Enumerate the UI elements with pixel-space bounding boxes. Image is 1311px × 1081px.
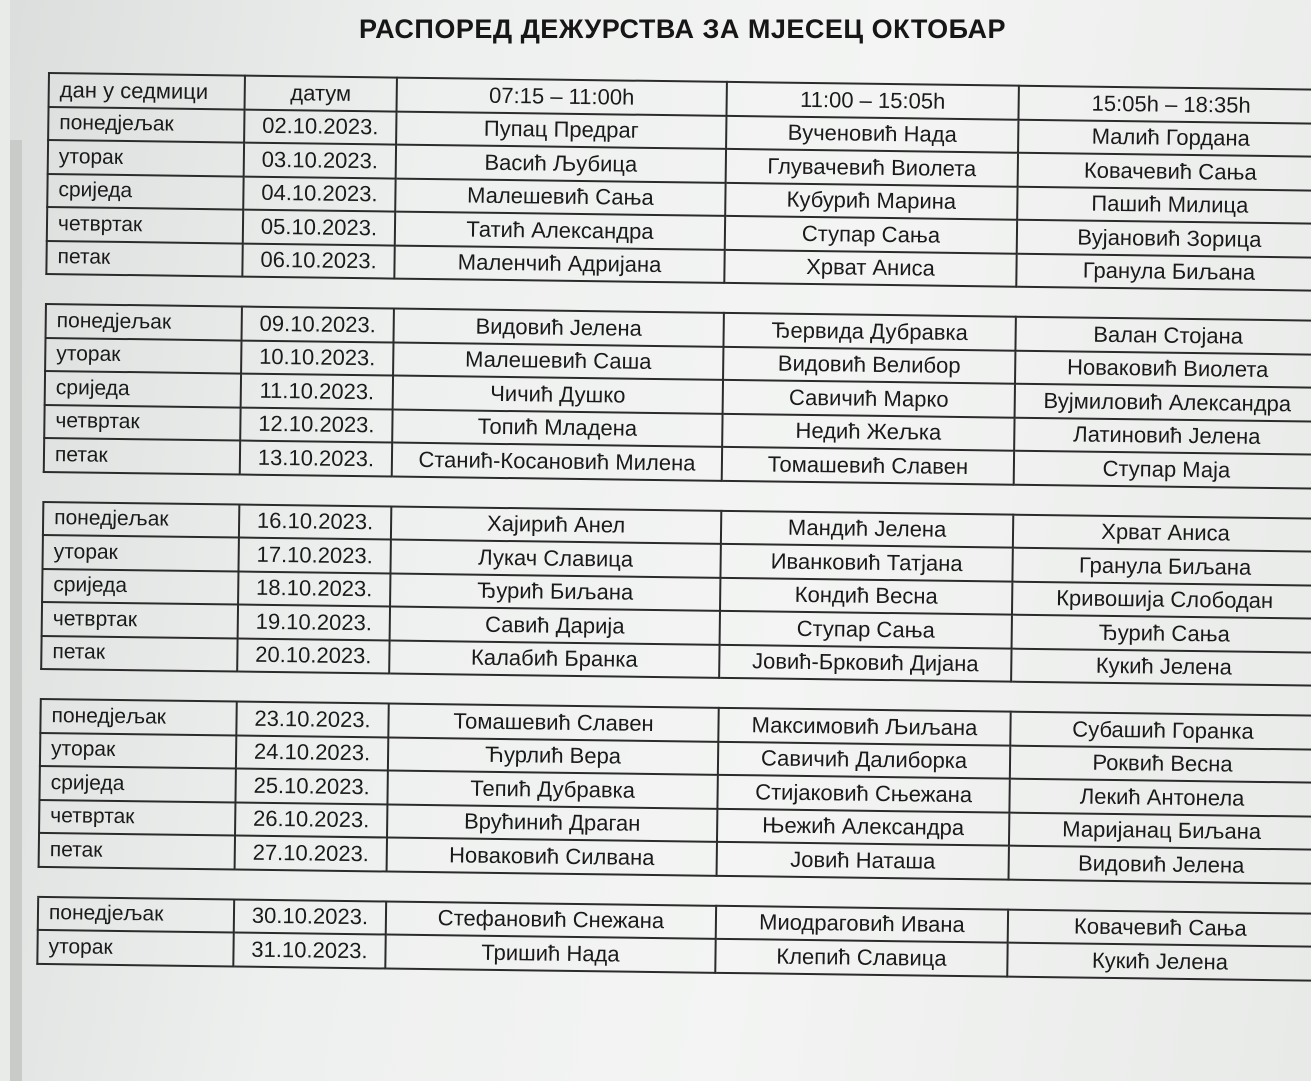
date-cell: 18.10.2023. bbox=[238, 571, 390, 606]
shift-2-cell: Ђервида Дубравка bbox=[723, 313, 1015, 350]
date-cell: 26.10.2023. bbox=[235, 802, 387, 837]
duty-schedule-table bbox=[36, 72, 1311, 981]
shift-2-cell: Јовић-Брковић Дијана bbox=[719, 644, 1011, 681]
day-cell: петак bbox=[46, 240, 242, 276]
shift-2-cell: Јовић Наташа bbox=[717, 842, 1009, 879]
schedule-sheet bbox=[36, 72, 1311, 981]
day-cell: четвртак bbox=[44, 404, 240, 440]
shift-2-cell: Хрват Аниса bbox=[724, 249, 1016, 286]
date-cell: 23.10.2023. bbox=[236, 702, 388, 737]
shift-2-cell: Кондић Весна bbox=[720, 577, 1012, 614]
header-shift-1: 07:15 – 11:00h bbox=[397, 78, 727, 116]
shift-1-cell: Хајирић Анел bbox=[391, 506, 721, 544]
shift-1-cell: Тепић Дубравка bbox=[387, 771, 717, 809]
shift-1-cell: Васић Љубица bbox=[396, 145, 726, 183]
shift-1-cell: Пупац Предраг bbox=[396, 111, 726, 149]
header-shift-2: 11:00 – 15:05h bbox=[726, 82, 1018, 119]
day-cell: четвртак bbox=[42, 602, 238, 638]
shift-2-cell: Савичић Далиборка bbox=[718, 741, 1010, 778]
date-cell: 20.10.2023. bbox=[237, 638, 389, 673]
day-cell: уторак bbox=[37, 930, 233, 966]
day-cell: сриједа bbox=[42, 568, 238, 604]
shift-2-cell: Видовић Велибор bbox=[723, 346, 1015, 383]
shift-1-cell: Станић-Косановић Милена bbox=[392, 443, 722, 481]
shift-1-cell: Малешевић Сања bbox=[395, 178, 725, 216]
shift-2-cell: Максимовић Љиљана bbox=[718, 708, 1010, 745]
shift-2-cell: Иванковић Татјана bbox=[720, 544, 1012, 581]
shift-3-cell: Новаковић Виолета bbox=[1015, 350, 1311, 387]
day-cell: понедјељак bbox=[40, 699, 236, 735]
date-cell: 16.10.2023. bbox=[239, 504, 391, 539]
day-cell: петак bbox=[44, 438, 240, 474]
date-cell: 19.10.2023. bbox=[238, 605, 390, 640]
header-date: датум bbox=[245, 76, 397, 111]
shift-1-cell: Лукач Славица bbox=[390, 540, 720, 578]
shift-1-cell: Калабић Бранка bbox=[389, 640, 719, 678]
date-cell: 09.10.2023. bbox=[242, 307, 394, 342]
shift-1-cell: Тришић Нада bbox=[385, 934, 715, 972]
shift-3-cell: Валан Стојана bbox=[1015, 317, 1311, 354]
shift-1-cell: Маленчић Адријана bbox=[394, 245, 724, 283]
date-cell: 02.10.2023. bbox=[244, 109, 396, 144]
shift-1-cell: Топић Младена bbox=[392, 409, 722, 447]
shift-2-cell: Мандић Јелена bbox=[721, 510, 1013, 547]
shift-3-cell: Кукић Јелена bbox=[1011, 648, 1311, 685]
shift-3-cell: Латиновић Јелена bbox=[1014, 417, 1311, 454]
shift-3-cell: Субашић Горанка bbox=[1010, 712, 1311, 749]
date-cell: 24.10.2023. bbox=[236, 735, 388, 770]
date-cell: 30.10.2023. bbox=[234, 899, 386, 934]
header-day: дан у седмици bbox=[49, 73, 245, 109]
shift-3-cell: Кукић Јелена bbox=[1007, 943, 1311, 980]
day-cell: уторак bbox=[43, 535, 239, 571]
shift-2-cell: Стијаковић Сњежана bbox=[717, 775, 1009, 812]
day-cell: четвртак bbox=[39, 799, 235, 835]
day-cell: понедјељак bbox=[43, 501, 239, 537]
shift-3-cell: Ступар Маја bbox=[1014, 451, 1311, 488]
shift-1-cell: Чичић Душко bbox=[393, 376, 723, 414]
date-cell: 11.10.2023. bbox=[241, 374, 393, 409]
shift-3-cell: Хрват Аниса bbox=[1013, 514, 1311, 551]
day-cell: сриједа bbox=[45, 371, 241, 407]
day-cell: сриједа bbox=[39, 766, 235, 802]
shift-3-cell: Роквић Весна bbox=[1010, 745, 1311, 782]
day-cell: четвртак bbox=[47, 207, 243, 243]
shift-3-cell: Лекић Антонела bbox=[1009, 779, 1311, 816]
schedule-body bbox=[37, 73, 1311, 980]
shift-2-cell: Кубурић Марина bbox=[725, 182, 1017, 219]
shift-1-cell: Видовић Јелена bbox=[393, 309, 723, 347]
shift-3-cell: Гранула Биљана bbox=[1016, 253, 1311, 290]
shift-3-cell: Малић Гордана bbox=[1018, 119, 1311, 156]
shift-3-cell: Маријанац Биљана bbox=[1009, 812, 1311, 849]
shift-3-cell: Ђурић Сања bbox=[1012, 615, 1311, 652]
shift-2-cell: Томашевић Славен bbox=[722, 447, 1014, 484]
date-cell: 27.10.2023. bbox=[235, 836, 387, 871]
date-cell: 12.10.2023. bbox=[240, 407, 392, 442]
shift-2-cell: Миодраговић Ивана bbox=[716, 905, 1008, 942]
day-cell: петак bbox=[39, 833, 235, 869]
shift-1-cell: Томашевић Славен bbox=[388, 704, 718, 742]
day-cell: понедјељак bbox=[48, 107, 244, 143]
shift-2-cell: Ступар Сања bbox=[725, 216, 1017, 253]
shift-3-cell: Гранула Биљана bbox=[1012, 548, 1311, 585]
shift-2-cell: Њежић Александра bbox=[717, 808, 1009, 845]
shift-2-cell: Недић Жељка bbox=[722, 413, 1014, 450]
day-cell: уторак bbox=[48, 140, 244, 176]
shift-3-cell: Ковачевић Сања bbox=[1018, 153, 1311, 190]
shift-3-cell: Видовић Јелена bbox=[1009, 846, 1311, 883]
date-cell: 05.10.2023. bbox=[243, 210, 395, 245]
shift-3-cell: Кривошија Слободан bbox=[1012, 581, 1311, 618]
day-cell: понедјељак bbox=[38, 896, 234, 932]
date-cell: 13.10.2023. bbox=[240, 441, 392, 476]
header-shift-3: 15:05h – 18:35h bbox=[1018, 86, 1311, 123]
day-cell: уторак bbox=[45, 337, 241, 373]
shift-1-cell: Татић Александра bbox=[395, 212, 725, 250]
shift-1-cell: Врућинић Драган bbox=[387, 804, 717, 842]
date-cell: 06.10.2023. bbox=[242, 243, 394, 278]
date-cell: 31.10.2023. bbox=[233, 933, 385, 968]
shift-3-cell: Вујмиловић Александра bbox=[1015, 384, 1311, 421]
shift-1-cell: Новаковић Силвана bbox=[387, 838, 717, 876]
shift-1-cell: Малешевић Саша bbox=[393, 342, 723, 380]
day-cell: понедјељак bbox=[46, 304, 242, 340]
shift-2-cell: Клепић Славица bbox=[715, 939, 1007, 976]
date-cell: 17.10.2023. bbox=[238, 538, 390, 573]
shift-3-cell: Пашић Милица bbox=[1017, 186, 1311, 223]
shift-3-cell: Ковачевић Сања bbox=[1008, 909, 1311, 946]
shift-2-cell: Ступар Сања bbox=[720, 611, 1012, 648]
shift-1-cell: Ђурић Биљана bbox=[390, 573, 720, 611]
page-title: РАСПОРЕД ДЕЖУРСТВА ЗА МЈЕСЕЦ ОКТОБАР bbox=[358, 14, 1007, 44]
shift-1-cell: Ћурлић Вера bbox=[388, 737, 718, 775]
shift-1-cell: Стефановић Снежана bbox=[386, 901, 716, 939]
date-cell: 10.10.2023. bbox=[241, 340, 393, 375]
shift-1-cell: Савић Дарија bbox=[390, 607, 720, 645]
shift-2-cell: Глувачевић Виолета bbox=[726, 149, 1018, 186]
paper-fold-shadow bbox=[10, 140, 22, 1081]
date-cell: 04.10.2023. bbox=[243, 176, 395, 211]
date-cell: 03.10.2023. bbox=[244, 143, 396, 178]
shift-2-cell: Савичић Марко bbox=[723, 380, 1015, 417]
date-cell: 25.10.2023. bbox=[235, 769, 387, 804]
day-cell: уторак bbox=[40, 732, 236, 768]
shift-3-cell: Вујановић Зорица bbox=[1017, 220, 1311, 257]
shift-2-cell: Вученовић Нада bbox=[726, 115, 1018, 152]
day-cell: сриједа bbox=[47, 174, 243, 210]
day-cell: петак bbox=[41, 635, 237, 671]
